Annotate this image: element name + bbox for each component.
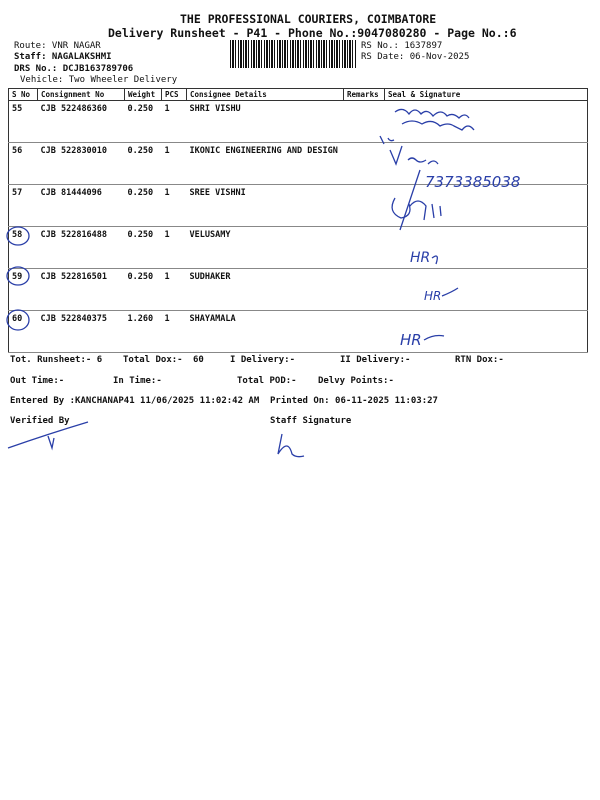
row-weight: 0.250 <box>125 269 162 311</box>
signature-row-56 <box>390 146 438 164</box>
col-consignment: Consignment No <box>38 89 125 101</box>
rtn-dox: RTN Dox:- <box>455 355 504 365</box>
tot-runsheet: Tot. Runsheet:- 6 <box>10 355 103 365</box>
row-pcs: 1 <box>162 227 187 269</box>
handwritten-hr-58: HR <box>410 250 431 266</box>
col-consignee: Consignee Details <box>187 89 344 101</box>
verified-by: Verified By <box>10 416 70 426</box>
row-weight: 0.250 <box>125 143 162 185</box>
staff-signature: Staff Signature <box>270 416 352 426</box>
in-time: In Time:- <box>113 376 162 386</box>
col-weight: Weight <box>125 89 162 101</box>
staff-signature-mark <box>278 434 304 457</box>
row-weight: 0.250 <box>125 185 162 227</box>
row-consignment: CJB 522840375 <box>38 311 125 353</box>
circle-sno-58 <box>7 227 29 245</box>
row-weight: 1.260 <box>125 311 162 353</box>
handwritten-hr-59: HR <box>424 289 442 303</box>
handwritten-phone: 7373385038 <box>425 173 521 191</box>
row-pcs: 1 <box>162 143 187 185</box>
total-pod: Total POD:- <box>237 376 297 386</box>
vehicle-label: Vehicle: Two Wheeler Delivery <box>20 75 178 85</box>
row-sno: 56 <box>9 143 38 185</box>
signature-row-57 <box>392 198 441 220</box>
out-time: Out Time:- <box>10 376 65 386</box>
row-consignee: SHAYAMALA <box>187 311 344 353</box>
circle-sno-60 <box>7 310 29 330</box>
staff-label: Staff: NAGALAKSHMI <box>14 52 112 62</box>
row-consignee: SHRI VISHU <box>187 101 344 143</box>
row-sno: 57 <box>9 185 38 227</box>
row-weight: 0.250 <box>125 101 162 143</box>
i-delivery: I Delivery:- <box>230 355 296 365</box>
signature-row-55 <box>395 109 474 130</box>
row-consignment: CJB 522816501 <box>38 269 125 311</box>
printed-on: Printed On: 06-11-2025 11:03:27 <box>270 396 438 406</box>
handwritten-hr-60: HR <box>400 331 422 349</box>
row-consignment: CJB 522816488 <box>38 227 125 269</box>
row-weight: 0.250 <box>125 227 162 269</box>
row-consignment: CJB 522486360 <box>38 101 125 143</box>
row-sno: 58 <box>9 227 38 269</box>
row-sno: 60 <box>9 311 38 353</box>
col-sno: S No <box>9 89 38 101</box>
row-consignment: CJB 522830010 <box>38 143 125 185</box>
row-consignee: SUDHAKER <box>187 269 344 311</box>
total-dox-value: 60 <box>193 355 204 365</box>
total-dox-label: Total Dox:- <box>123 355 183 365</box>
row-pcs: 1 <box>162 185 187 227</box>
drs-number: DRS No.: DCJB163789706 <box>14 64 134 74</box>
col-seal: Seal & Signature <box>385 89 588 101</box>
row-sno: 55 <box>9 101 38 143</box>
delvy-points: Delvy Points:- <box>318 376 394 386</box>
ii-delivery: II Delivery:- <box>340 355 411 365</box>
row-pcs: 1 <box>162 101 187 143</box>
route-label: Route: VNR NAGAR <box>14 41 101 51</box>
col-remarks: Remarks <box>344 89 385 101</box>
col-pcs: PCS <box>162 89 187 101</box>
row-pcs: 1 <box>162 311 187 353</box>
entered-by: Entered By :KANCHANAP41 11/06/2025 11:02:42 AM <box>10 396 260 406</box>
rs-number: RS No.: 1637897 <box>361 41 443 51</box>
row-consignee: SREE VISHNI <box>187 185 344 227</box>
circle-sno-59 <box>7 267 29 285</box>
runsheet-subtitle: Delivery Runsheet - P41 - Phone No.:9047080280 - Page No.:6 <box>108 26 517 40</box>
row-consignee: IKONIC ENGINEERING AND DESIGN <box>187 143 385 185</box>
row-sno: 59 <box>9 269 38 311</box>
company-title: THE PROFESSIONAL COURIERS, COIMBATORE <box>180 12 437 26</box>
row-consignee: VELUSAMY <box>187 227 344 269</box>
row-consignment: CJB 81444096 <box>38 185 125 227</box>
rs-date: RS Date: 06-Nov-2025 <box>361 52 470 62</box>
row-pcs: 1 <box>162 269 187 311</box>
